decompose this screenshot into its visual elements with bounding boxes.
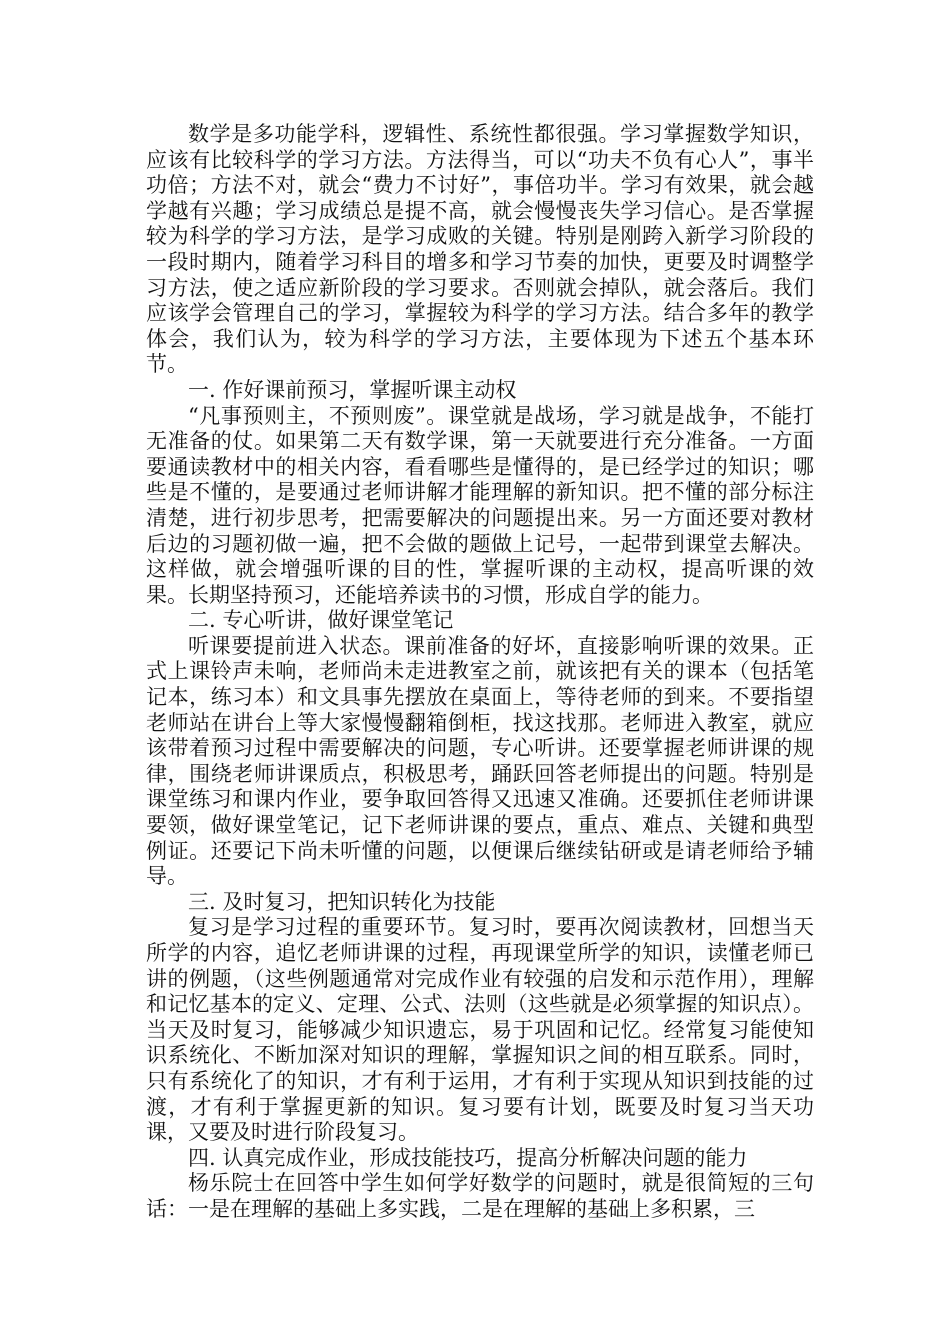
intro-paragraph: 数学是多功能学科，逻辑性、系统性都很强。学习掌握数学知识，应该有比较科学的学习方法。方法得当，可以“功夫不负有心人”，事半功倍；方法不对，就会“费力不讨好”，事倍功半。学习有效果，就会越学越有兴趣；学习成绩总是提不高，就会慢慢丧失学习信心。是否掌握较为科学的学习方法，是学习成败的关键。特别是刚跨入新学习阶段的一段时期内，随着学习科目的增多和学习节奏的加快，更要及时调整学习方法，使之适应新阶段的学习要求。否则就会掉队，就会落后。我们应该学会管理自己的学习，掌握较为科学的学习方法。结合多年的教学体会，我们认为，较为科学的学习方法，主要体现为下述五个基本环节。 <box>146 122 814 377</box>
section-heading-1: 一. 作好课前预习，掌握听课主动权 <box>188 377 517 402</box>
section-heading-3: 三. 及时复习，把知识转化为技能 <box>188 889 496 914</box>
section-2-paragraph: 听课要提前进入状态。课前准备的好坏，直接影响听课的效果。正式上课铃声未响，老师尚未走进教室之前，就该把有关的课本（包括笔记本，练习本）和文具事先摆放在桌面上，等待老师的到来。不要指望老师站在讲台上等大家慢慢翻箱倒柜，找这找那。老师进入教室，就应该带着预习过程中需要解决的问题，专心听讲。还要掌握老师讲课的规律，围绕老师讲课质点，积极思考，踊跃回答老师提出的问题。特别是课堂练习和课内作业，要争取回答得又迅速又准确。还要抓住老师讲课要领，做好课堂笔记，记下老师讲课的要点，重点、难点、关键和典型例证。还要记下尚未听懂的问题，以便课后继续钻研或是请老师给予辅导。 <box>146 633 814 889</box>
section-4-paragraph: 杨乐院士在回答中学生如何学好数学的问题时，就是很简短的三句话：一是在理解的基础上多实践，二是在理解的基础上多积累，三 <box>146 1171 814 1221</box>
section-heading-2: 二. 专心听讲，做好课堂笔记 <box>188 608 454 633</box>
section-heading-4: 四. 认真完成作业，形成技能技巧，提高分析解决问题的能力 <box>188 1145 748 1170</box>
document-page <box>146 122 814 1223</box>
section-3-paragraph: 复习是学习过程的重要环节。复习时，要再次阅读教材，回想当天所学的内容，追忆老师讲课的过程，再现课堂所学的知识，读懂老师已讲的例题，（这些例题通常对完成作业有较强的启发和示范作用），理解和记忆基本的定义、定理、公式、法则（这些就是必须掌握的知识点）。当天及时复习，能够减少知识遗忘，易于巩固和记忆。经常复习能使知识系统化、不断加深对知识的理解，掌握知识之间的相互联系。同时，只有系统化了的知识，才有利于运用，才有利于实现从知识到技能的过渡，才有利于掌握更新的知识。复习要有计划，既要及时复习当天功课，又要及时进行阶段复习。 <box>146 915 814 1145</box>
section-1-paragraph: “凡事预则主，不预则废”。课堂就是战场，学习就是战争，不能打无准备的仗。如果第二天有数学课，第一天就要进行充分准备。一方面要通读教材中的相关内容，看看哪些是懂得的，是已经学过的知识；哪些是不懂的，是要通过老师讲解才能理解的新知识。把不懂的部分标注清楚，进行初步思考，把需要解决的问题提出来。另一方面还要对教材后边的习题初做一遍，把不会做的题做上记号，一起带到课堂去解决。这样做，就会增强听课的目的性，掌握听课的主动权，提高听课的效果。长期坚持预习，还能培养读书的习惯，形成自学的能力。 <box>146 403 814 607</box>
